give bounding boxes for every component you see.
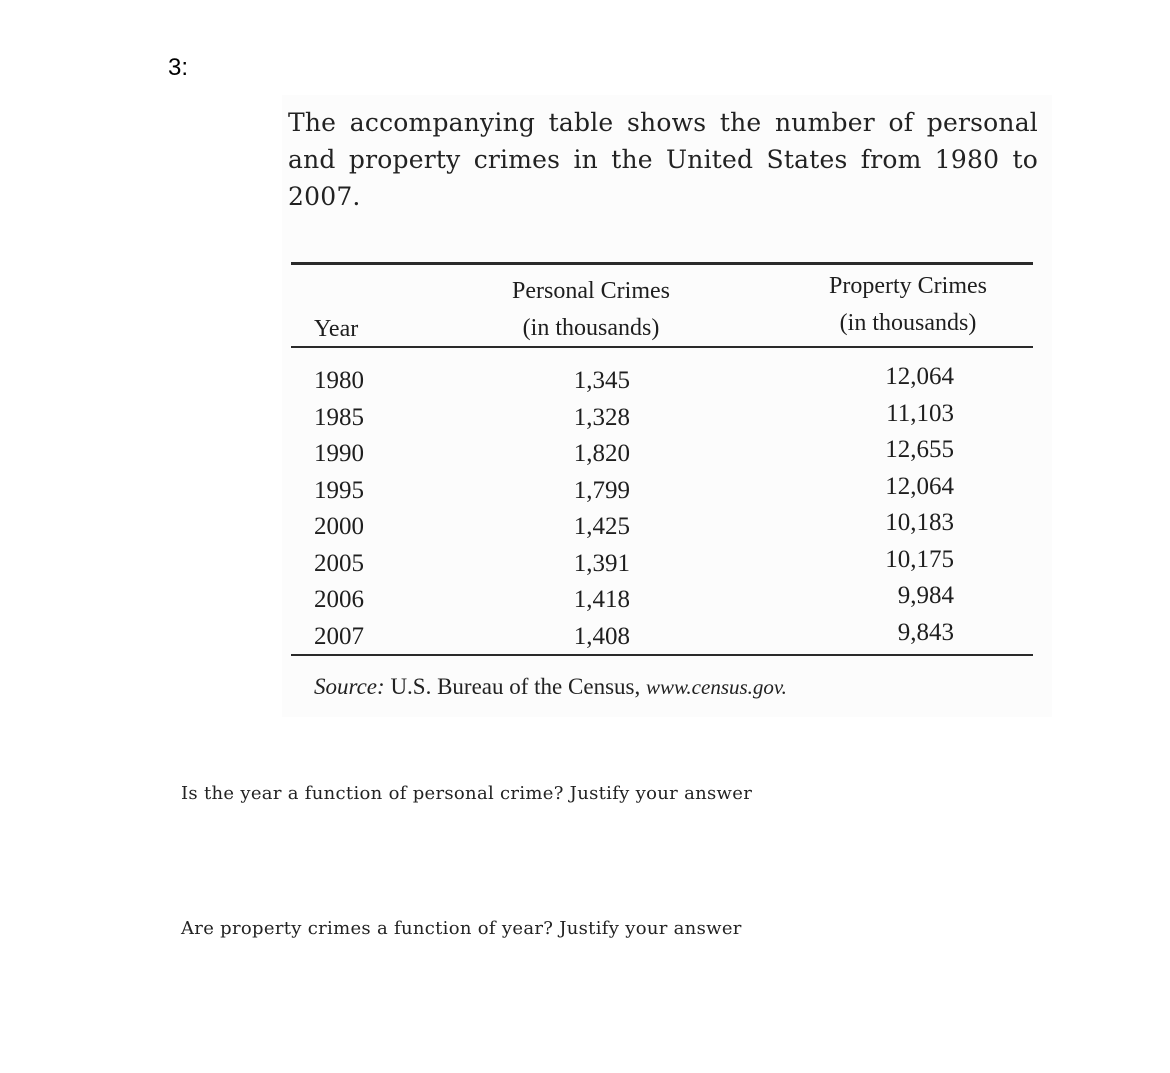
cell-year: 1985 <box>314 403 364 431</box>
header-property-line2: (in thousands) <box>839 310 977 336</box>
cell-property: 12,655 <box>885 436 954 463</box>
table-source-note <box>314 674 787 700</box>
source-url: www.census.gov. <box>645 675 787 699</box>
problem-intro: The accompanying table shows the number of personal and property crimes in the United States from 1980 to 2007. <box>288 108 1038 211</box>
cell-property: 12,064 <box>885 472 954 500</box>
header-personal-crimes <box>446 273 736 347</box>
table-header-rule <box>291 346 1033 348</box>
personal-crimes-column <box>520 363 630 655</box>
header-property-crimes <box>770 268 1046 342</box>
cell-year: 2006 <box>314 586 364 613</box>
header-year: Year <box>314 316 359 342</box>
table-top-rule <box>291 262 1033 265</box>
cell-property: 9,984 <box>897 582 954 609</box>
cell-personal: 1,425 <box>573 513 630 540</box>
question-2: Are property crimes a function of year? Justify your answer <box>181 918 742 939</box>
cell-year: 1980 <box>314 367 364 394</box>
cell-property: 12,064 <box>885 363 954 390</box>
cell-personal: 1,345 <box>573 367 630 394</box>
cell-personal: 1,391 <box>573 549 630 577</box>
cell-year: 2005 <box>314 549 364 577</box>
cell-year: 2000 <box>314 513 364 540</box>
cell-year: 1995 <box>314 476 364 504</box>
header-personal-line1: Personal Crimes <box>512 278 670 304</box>
cell-personal: 1,799 <box>573 476 630 504</box>
header-property-line1: Property Crimes <box>829 273 987 299</box>
cell-property: 9,843 <box>897 618 954 646</box>
property-crimes-column <box>820 359 954 651</box>
cell-property: 10,175 <box>885 545 954 573</box>
cell-year: 2007 <box>314 622 364 650</box>
problem-number: 3: <box>168 54 189 81</box>
year-column <box>314 363 364 655</box>
cell-personal: 1,328 <box>573 403 630 431</box>
cell-property: 10,183 <box>885 509 954 536</box>
cell-year: 1990 <box>314 440 364 467</box>
source-text: U.S. Bureau of the Census, <box>390 674 641 699</box>
table-bottom-rule <box>291 654 1033 656</box>
cell-personal: 1,408 <box>573 622 630 650</box>
cell-property: 11,103 <box>886 399 954 427</box>
question-1: Is the year a function of personal crime? Justify your answer <box>181 783 753 804</box>
cell-personal: 1,820 <box>573 440 630 467</box>
cell-personal: 1,418 <box>573 586 630 613</box>
source-label: Source: <box>314 674 385 699</box>
header-personal-line2: (in thousands) <box>522 315 660 341</box>
